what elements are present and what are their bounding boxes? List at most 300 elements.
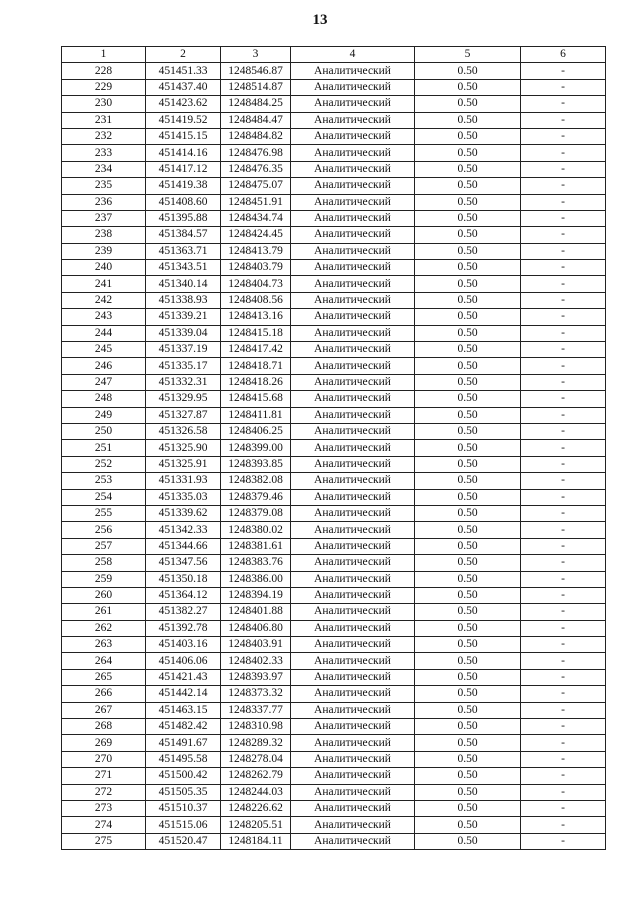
x-coordinate-cell: 451463.15 bbox=[146, 702, 221, 718]
note-cell: - bbox=[521, 161, 606, 177]
method-cell: Аналитический bbox=[291, 128, 415, 144]
method-cell: Аналитический bbox=[291, 555, 415, 571]
table-row bbox=[62, 407, 606, 423]
accuracy-cell: 0.50 bbox=[415, 391, 521, 407]
note-cell: - bbox=[521, 751, 606, 767]
point-number-cell: 259 bbox=[62, 571, 146, 587]
method-cell: Аналитический bbox=[291, 325, 415, 341]
y-coordinate-cell: 1248404.73 bbox=[221, 276, 291, 292]
note-cell: - bbox=[521, 768, 606, 784]
y-coordinate-cell: 1248401.88 bbox=[221, 604, 291, 620]
y-coordinate-cell: 1248399.00 bbox=[221, 440, 291, 456]
table-row bbox=[62, 702, 606, 718]
note-cell: - bbox=[521, 473, 606, 489]
accuracy-cell: 0.50 bbox=[415, 79, 521, 95]
x-coordinate-cell: 451343.51 bbox=[146, 260, 221, 276]
x-coordinate-cell: 451415.15 bbox=[146, 128, 221, 144]
method-cell: Аналитический bbox=[291, 751, 415, 767]
method-cell: Аналитический bbox=[291, 227, 415, 243]
x-coordinate-cell: 451384.57 bbox=[146, 227, 221, 243]
point-number-cell: 274 bbox=[62, 817, 146, 833]
point-number-cell: 239 bbox=[62, 243, 146, 259]
y-coordinate-cell: 1248226.62 bbox=[221, 800, 291, 816]
coordinates-table-body bbox=[62, 47, 606, 850]
accuracy-cell: 0.50 bbox=[415, 96, 521, 112]
accuracy-cell: 0.50 bbox=[415, 292, 521, 308]
x-coordinate-cell: 451339.04 bbox=[146, 325, 221, 341]
point-number-cell: 237 bbox=[62, 210, 146, 226]
point-number-cell: 245 bbox=[62, 342, 146, 358]
point-number-cell: 257 bbox=[62, 538, 146, 554]
point-number-cell: 269 bbox=[62, 735, 146, 751]
method-cell: Аналитический bbox=[291, 276, 415, 292]
y-coordinate-cell: 1248424.45 bbox=[221, 227, 291, 243]
table-row bbox=[62, 669, 606, 685]
method-cell: Аналитический bbox=[291, 309, 415, 325]
table-row bbox=[62, 571, 606, 587]
accuracy-cell: 0.50 bbox=[415, 423, 521, 439]
x-coordinate-cell: 451342.33 bbox=[146, 522, 221, 538]
x-coordinate-cell: 451382.27 bbox=[146, 604, 221, 620]
table-row bbox=[62, 489, 606, 505]
method-cell: Аналитический bbox=[291, 702, 415, 718]
accuracy-cell: 0.50 bbox=[415, 555, 521, 571]
y-coordinate-cell: 1248408.56 bbox=[221, 292, 291, 308]
method-cell: Аналитический bbox=[291, 358, 415, 374]
accuracy-cell: 0.50 bbox=[415, 751, 521, 767]
table-row bbox=[62, 96, 606, 112]
x-coordinate-cell: 451515.06 bbox=[146, 817, 221, 833]
method-cell: Аналитический bbox=[291, 194, 415, 210]
x-coordinate-cell: 451326.58 bbox=[146, 423, 221, 439]
accuracy-cell: 0.50 bbox=[415, 538, 521, 554]
accuracy-cell: 0.50 bbox=[415, 440, 521, 456]
accuracy-cell: 0.50 bbox=[415, 768, 521, 784]
note-cell: - bbox=[521, 571, 606, 587]
y-coordinate-cell: 1248379.46 bbox=[221, 489, 291, 505]
note-cell: - bbox=[521, 260, 606, 276]
y-coordinate-cell: 1248403.91 bbox=[221, 637, 291, 653]
accuracy-cell: 0.50 bbox=[415, 473, 521, 489]
y-coordinate-cell: 1248383.76 bbox=[221, 555, 291, 571]
table-row bbox=[62, 145, 606, 161]
note-cell: - bbox=[521, 374, 606, 390]
point-number-cell: 266 bbox=[62, 686, 146, 702]
method-cell: Аналитический bbox=[291, 342, 415, 358]
x-coordinate-cell: 451442.14 bbox=[146, 686, 221, 702]
method-cell: Аналитический bbox=[291, 292, 415, 308]
coordinates-table bbox=[61, 46, 606, 850]
method-cell: Аналитический bbox=[291, 456, 415, 472]
x-coordinate-cell: 451491.67 bbox=[146, 735, 221, 751]
note-cell: - bbox=[521, 800, 606, 816]
point-number-cell: 242 bbox=[62, 292, 146, 308]
table-row bbox=[62, 63, 606, 79]
note-cell: - bbox=[521, 358, 606, 374]
y-coordinate-cell: 1248244.03 bbox=[221, 784, 291, 800]
method-cell: Аналитический bbox=[291, 96, 415, 112]
accuracy-cell: 0.50 bbox=[415, 587, 521, 603]
note-cell: - bbox=[521, 653, 606, 669]
x-coordinate-cell: 451500.42 bbox=[146, 768, 221, 784]
y-coordinate-cell: 1248418.26 bbox=[221, 374, 291, 390]
method-cell: Аналитический bbox=[291, 669, 415, 685]
x-coordinate-cell: 451340.14 bbox=[146, 276, 221, 292]
note-cell: - bbox=[521, 620, 606, 636]
table-row bbox=[62, 243, 606, 259]
note-cell: - bbox=[521, 63, 606, 79]
y-coordinate-cell: 1248413.16 bbox=[221, 309, 291, 325]
point-number-cell: 273 bbox=[62, 800, 146, 816]
y-coordinate-cell: 1248373.32 bbox=[221, 686, 291, 702]
y-coordinate-cell: 1248411.81 bbox=[221, 407, 291, 423]
note-cell: - bbox=[521, 702, 606, 718]
point-number-cell: 231 bbox=[62, 112, 146, 128]
table-row bbox=[62, 456, 606, 472]
accuracy-cell: 0.50 bbox=[415, 342, 521, 358]
method-cell: Аналитический bbox=[291, 800, 415, 816]
point-number-cell: 240 bbox=[62, 260, 146, 276]
method-cell: Аналитический bbox=[291, 719, 415, 735]
x-coordinate-cell: 451421.43 bbox=[146, 669, 221, 685]
y-coordinate-cell: 1248484.25 bbox=[221, 96, 291, 112]
point-number-cell: 238 bbox=[62, 227, 146, 243]
table-row bbox=[62, 342, 606, 358]
note-cell: - bbox=[521, 210, 606, 226]
accuracy-cell: 0.50 bbox=[415, 686, 521, 702]
point-number-cell: 235 bbox=[62, 178, 146, 194]
method-cell: Аналитический bbox=[291, 604, 415, 620]
point-number-cell: 265 bbox=[62, 669, 146, 685]
method-cell: Аналитический bbox=[291, 571, 415, 587]
y-coordinate-cell: 1248546.87 bbox=[221, 63, 291, 79]
y-coordinate-cell: 1248415.68 bbox=[221, 391, 291, 407]
accuracy-cell: 0.50 bbox=[415, 325, 521, 341]
point-number-cell: 229 bbox=[62, 79, 146, 95]
x-coordinate-cell: 451505.35 bbox=[146, 784, 221, 800]
method-cell: Аналитический bbox=[291, 735, 415, 751]
x-coordinate-cell: 451510.37 bbox=[146, 800, 221, 816]
x-coordinate-cell: 451414.16 bbox=[146, 145, 221, 161]
point-number-cell: 236 bbox=[62, 194, 146, 210]
method-cell: Аналитический bbox=[291, 538, 415, 554]
table-row bbox=[62, 735, 606, 751]
note-cell: - bbox=[521, 243, 606, 259]
point-number-cell: 255 bbox=[62, 505, 146, 521]
y-coordinate-cell: 1248475.07 bbox=[221, 178, 291, 194]
point-number-cell: 244 bbox=[62, 325, 146, 341]
method-cell: Аналитический bbox=[291, 833, 415, 849]
method-cell: Аналитический bbox=[291, 505, 415, 521]
accuracy-cell: 0.50 bbox=[415, 260, 521, 276]
column-header-3: 3 bbox=[221, 47, 291, 63]
point-number-cell: 234 bbox=[62, 161, 146, 177]
point-number-cell: 275 bbox=[62, 833, 146, 849]
note-cell: - bbox=[521, 292, 606, 308]
point-number-cell: 254 bbox=[62, 489, 146, 505]
accuracy-cell: 0.50 bbox=[415, 128, 521, 144]
accuracy-cell: 0.50 bbox=[415, 194, 521, 210]
note-cell: - bbox=[521, 817, 606, 833]
accuracy-cell: 0.50 bbox=[415, 505, 521, 521]
x-coordinate-cell: 451335.17 bbox=[146, 358, 221, 374]
method-cell: Аналитический bbox=[291, 817, 415, 833]
x-coordinate-cell: 451408.60 bbox=[146, 194, 221, 210]
point-number-cell: 263 bbox=[62, 637, 146, 653]
y-coordinate-cell: 1248386.00 bbox=[221, 571, 291, 587]
method-cell: Аналитический bbox=[291, 407, 415, 423]
note-cell: - bbox=[521, 391, 606, 407]
accuracy-cell: 0.50 bbox=[415, 374, 521, 390]
point-number-cell: 246 bbox=[62, 358, 146, 374]
table-row bbox=[62, 358, 606, 374]
note-cell: - bbox=[521, 669, 606, 685]
point-number-cell: 241 bbox=[62, 276, 146, 292]
table-row bbox=[62, 522, 606, 538]
table-row bbox=[62, 391, 606, 407]
point-number-cell: 252 bbox=[62, 456, 146, 472]
x-coordinate-cell: 451347.56 bbox=[146, 555, 221, 571]
method-cell: Аналитический bbox=[291, 63, 415, 79]
accuracy-cell: 0.50 bbox=[415, 227, 521, 243]
note-cell: - bbox=[521, 735, 606, 751]
x-coordinate-cell: 451392.78 bbox=[146, 620, 221, 636]
method-cell: Аналитический bbox=[291, 587, 415, 603]
table-row bbox=[62, 800, 606, 816]
x-coordinate-cell: 451403.16 bbox=[146, 637, 221, 653]
method-cell: Аналитический bbox=[291, 243, 415, 259]
accuracy-cell: 0.50 bbox=[415, 309, 521, 325]
x-coordinate-cell: 451325.90 bbox=[146, 440, 221, 456]
accuracy-cell: 0.50 bbox=[415, 719, 521, 735]
table-row bbox=[62, 538, 606, 554]
note-cell: - bbox=[521, 505, 606, 521]
point-number-cell: 270 bbox=[62, 751, 146, 767]
x-coordinate-cell: 451364.12 bbox=[146, 587, 221, 603]
accuracy-cell: 0.50 bbox=[415, 63, 521, 79]
note-cell: - bbox=[521, 112, 606, 128]
y-coordinate-cell: 1248434.74 bbox=[221, 210, 291, 226]
point-number-cell: 233 bbox=[62, 145, 146, 161]
table-row bbox=[62, 210, 606, 226]
accuracy-cell: 0.50 bbox=[415, 456, 521, 472]
accuracy-cell: 0.50 bbox=[415, 276, 521, 292]
y-coordinate-cell: 1248403.79 bbox=[221, 260, 291, 276]
accuracy-cell: 0.50 bbox=[415, 604, 521, 620]
y-coordinate-cell: 1248406.25 bbox=[221, 423, 291, 439]
method-cell: Аналитический bbox=[291, 522, 415, 538]
x-coordinate-cell: 451451.33 bbox=[146, 63, 221, 79]
table-row bbox=[62, 227, 606, 243]
table-row bbox=[62, 473, 606, 489]
table-row bbox=[62, 555, 606, 571]
point-number-cell: 258 bbox=[62, 555, 146, 571]
x-coordinate-cell: 451339.21 bbox=[146, 309, 221, 325]
table-row bbox=[62, 653, 606, 669]
accuracy-cell: 0.50 bbox=[415, 735, 521, 751]
table-row bbox=[62, 374, 606, 390]
column-header-1: 1 bbox=[62, 47, 146, 63]
y-coordinate-cell: 1248393.85 bbox=[221, 456, 291, 472]
y-coordinate-cell: 1248337.77 bbox=[221, 702, 291, 718]
table-row bbox=[62, 161, 606, 177]
method-cell: Аналитический bbox=[291, 620, 415, 636]
point-number-cell: 256 bbox=[62, 522, 146, 538]
method-cell: Аналитический bbox=[291, 686, 415, 702]
point-number-cell: 271 bbox=[62, 768, 146, 784]
point-number-cell: 253 bbox=[62, 473, 146, 489]
y-coordinate-cell: 1248484.82 bbox=[221, 128, 291, 144]
accuracy-cell: 0.50 bbox=[415, 161, 521, 177]
point-number-cell: 249 bbox=[62, 407, 146, 423]
note-cell: - bbox=[521, 686, 606, 702]
table-row bbox=[62, 587, 606, 603]
y-coordinate-cell: 1248451.91 bbox=[221, 194, 291, 210]
note-cell: - bbox=[521, 784, 606, 800]
note-cell: - bbox=[521, 96, 606, 112]
y-coordinate-cell: 1248406.80 bbox=[221, 620, 291, 636]
y-coordinate-cell: 1248289.32 bbox=[221, 735, 291, 751]
table-row bbox=[62, 79, 606, 95]
y-coordinate-cell: 1248381.61 bbox=[221, 538, 291, 554]
x-coordinate-cell: 451338.93 bbox=[146, 292, 221, 308]
method-cell: Аналитический bbox=[291, 391, 415, 407]
x-coordinate-cell: 451482.42 bbox=[146, 719, 221, 735]
accuracy-cell: 0.50 bbox=[415, 358, 521, 374]
accuracy-cell: 0.50 bbox=[415, 620, 521, 636]
accuracy-cell: 0.50 bbox=[415, 112, 521, 128]
method-cell: Аналитический bbox=[291, 653, 415, 669]
x-coordinate-cell: 451437.40 bbox=[146, 79, 221, 95]
note-cell: - bbox=[521, 555, 606, 571]
method-cell: Аналитический bbox=[291, 178, 415, 194]
note-cell: - bbox=[521, 833, 606, 849]
note-cell: - bbox=[521, 309, 606, 325]
column-header-5: 5 bbox=[415, 47, 521, 63]
x-coordinate-cell: 451339.62 bbox=[146, 505, 221, 521]
method-cell: Аналитический bbox=[291, 489, 415, 505]
table-row bbox=[62, 505, 606, 521]
table-header-row bbox=[62, 47, 606, 63]
point-number-cell: 272 bbox=[62, 784, 146, 800]
table-row bbox=[62, 768, 606, 784]
table-row bbox=[62, 686, 606, 702]
y-coordinate-cell: 1248380.02 bbox=[221, 522, 291, 538]
method-cell: Аналитический bbox=[291, 145, 415, 161]
column-header-4: 4 bbox=[291, 47, 415, 63]
note-cell: - bbox=[521, 423, 606, 439]
table-row bbox=[62, 817, 606, 833]
y-coordinate-cell: 1248417.42 bbox=[221, 342, 291, 358]
y-coordinate-cell: 1248262.79 bbox=[221, 768, 291, 784]
y-coordinate-cell: 1248310.98 bbox=[221, 719, 291, 735]
y-coordinate-cell: 1248402.33 bbox=[221, 653, 291, 669]
y-coordinate-cell: 1248382.08 bbox=[221, 473, 291, 489]
method-cell: Аналитический bbox=[291, 260, 415, 276]
table-row bbox=[62, 423, 606, 439]
accuracy-cell: 0.50 bbox=[415, 243, 521, 259]
accuracy-cell: 0.50 bbox=[415, 210, 521, 226]
y-coordinate-cell: 1248415.18 bbox=[221, 325, 291, 341]
point-number-cell: 264 bbox=[62, 653, 146, 669]
table-row bbox=[62, 751, 606, 767]
point-number-cell: 230 bbox=[62, 96, 146, 112]
accuracy-cell: 0.50 bbox=[415, 407, 521, 423]
table-row bbox=[62, 604, 606, 620]
note-cell: - bbox=[521, 456, 606, 472]
y-coordinate-cell: 1248476.35 bbox=[221, 161, 291, 177]
accuracy-cell: 0.50 bbox=[415, 669, 521, 685]
y-coordinate-cell: 1248205.51 bbox=[221, 817, 291, 833]
column-header-2: 2 bbox=[146, 47, 221, 63]
point-number-cell: 243 bbox=[62, 309, 146, 325]
note-cell: - bbox=[521, 342, 606, 358]
x-coordinate-cell: 451395.88 bbox=[146, 210, 221, 226]
table-row bbox=[62, 309, 606, 325]
table-row bbox=[62, 276, 606, 292]
accuracy-cell: 0.50 bbox=[415, 653, 521, 669]
note-cell: - bbox=[521, 325, 606, 341]
page-number: 13 bbox=[312, 12, 328, 28]
table-row bbox=[62, 292, 606, 308]
accuracy-cell: 0.50 bbox=[415, 178, 521, 194]
note-cell: - bbox=[521, 407, 606, 423]
note-cell: - bbox=[521, 587, 606, 603]
x-coordinate-cell: 451337.19 bbox=[146, 342, 221, 358]
table-row bbox=[62, 833, 606, 849]
table-row bbox=[62, 178, 606, 194]
x-coordinate-cell: 451350.18 bbox=[146, 571, 221, 587]
x-coordinate-cell: 451520.47 bbox=[146, 833, 221, 849]
method-cell: Аналитический bbox=[291, 161, 415, 177]
point-number-cell: 228 bbox=[62, 63, 146, 79]
point-number-cell: 261 bbox=[62, 604, 146, 620]
accuracy-cell: 0.50 bbox=[415, 637, 521, 653]
table-row bbox=[62, 128, 606, 144]
x-coordinate-cell: 451327.87 bbox=[146, 407, 221, 423]
point-number-cell: 260 bbox=[62, 587, 146, 603]
table-row bbox=[62, 260, 606, 276]
note-cell: - bbox=[521, 489, 606, 505]
accuracy-cell: 0.50 bbox=[415, 833, 521, 849]
point-number-cell: 248 bbox=[62, 391, 146, 407]
table-row bbox=[62, 112, 606, 128]
table-row bbox=[62, 325, 606, 341]
y-coordinate-cell: 1248514.87 bbox=[221, 79, 291, 95]
method-cell: Аналитический bbox=[291, 440, 415, 456]
point-number-cell: 267 bbox=[62, 702, 146, 718]
note-cell: - bbox=[521, 227, 606, 243]
method-cell: Аналитический bbox=[291, 768, 415, 784]
x-coordinate-cell: 451331.93 bbox=[146, 473, 221, 489]
note-cell: - bbox=[521, 276, 606, 292]
point-number-cell: 250 bbox=[62, 423, 146, 439]
y-coordinate-cell: 1248184.11 bbox=[221, 833, 291, 849]
x-coordinate-cell: 451423.62 bbox=[146, 96, 221, 112]
table-row bbox=[62, 719, 606, 735]
column-header-6: 6 bbox=[521, 47, 606, 63]
x-coordinate-cell: 451406.06 bbox=[146, 653, 221, 669]
note-cell: - bbox=[521, 637, 606, 653]
y-coordinate-cell: 1248476.98 bbox=[221, 145, 291, 161]
y-coordinate-cell: 1248394.19 bbox=[221, 587, 291, 603]
point-number-cell: 247 bbox=[62, 374, 146, 390]
note-cell: - bbox=[521, 178, 606, 194]
table-row bbox=[62, 620, 606, 636]
note-cell: - bbox=[521, 538, 606, 554]
table-row bbox=[62, 194, 606, 210]
note-cell: - bbox=[521, 145, 606, 161]
